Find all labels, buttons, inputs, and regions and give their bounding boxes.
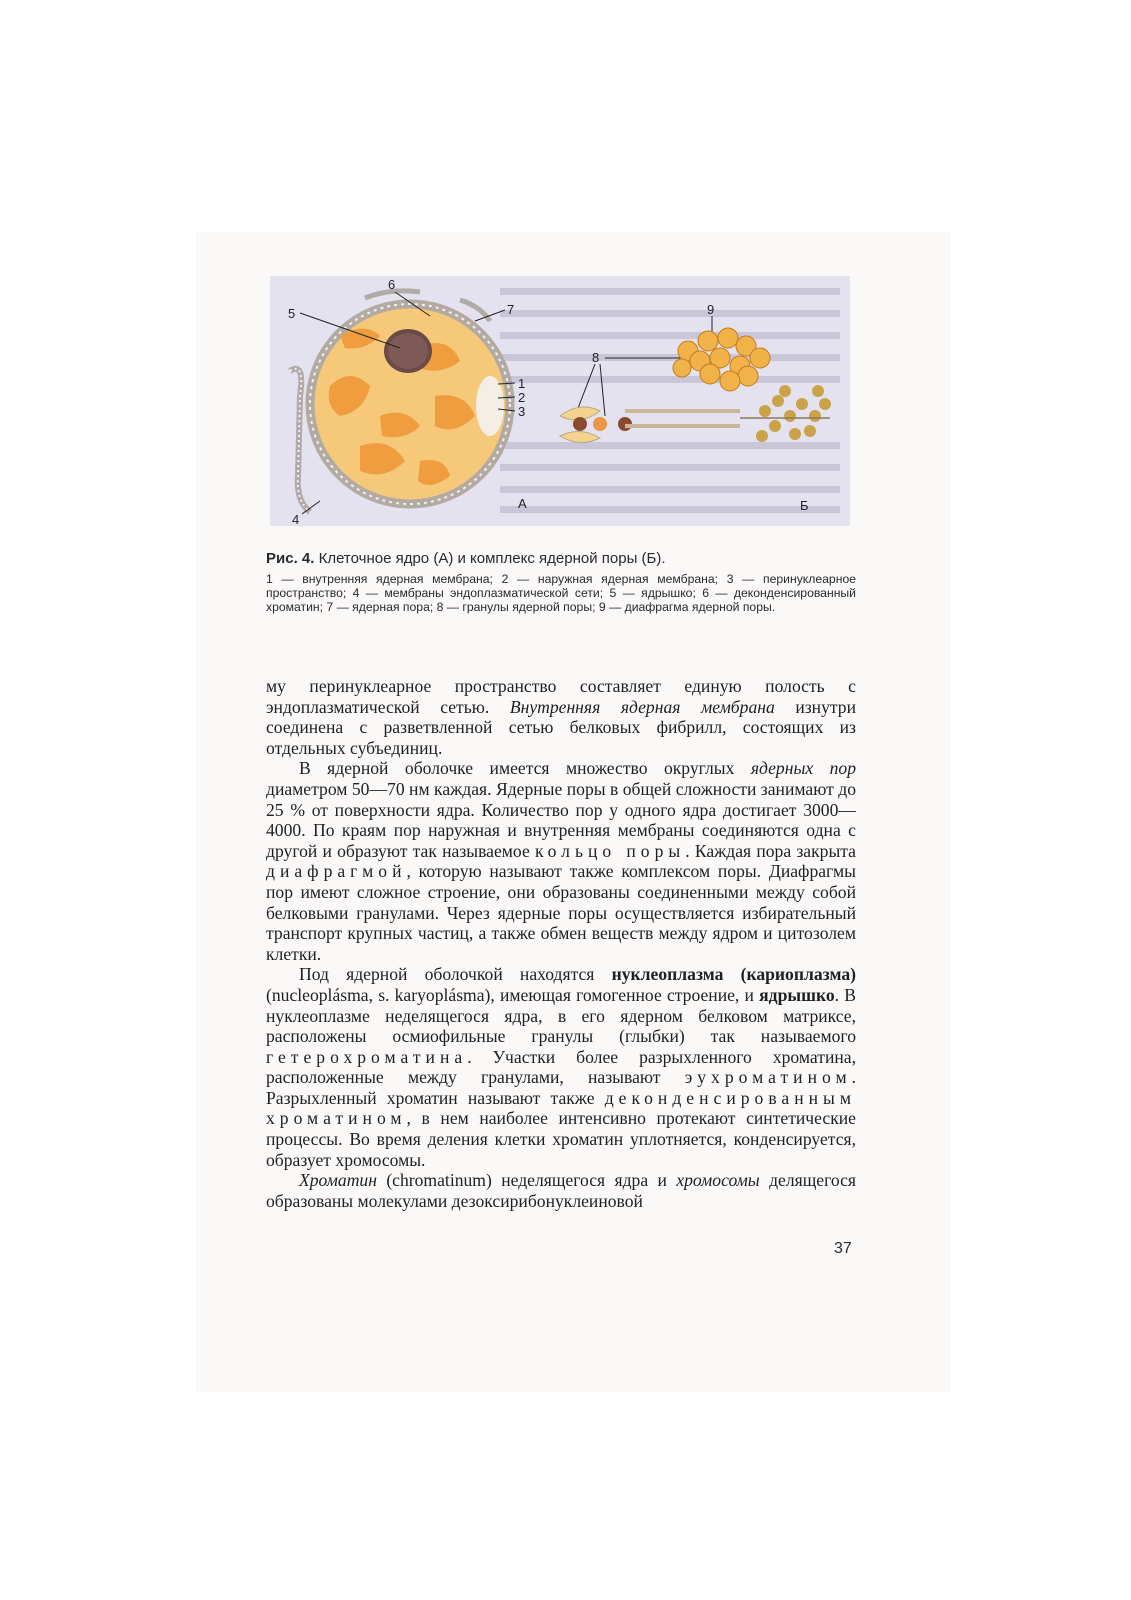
caption-number: Рис. 4. <box>266 550 315 567</box>
label-8: 8 <box>592 350 600 365</box>
label-panel-b: Б <box>800 498 809 513</box>
label-4: 4 <box>292 512 300 526</box>
label-5: 5 <box>288 306 296 321</box>
pore-region <box>476 376 504 436</box>
figure-nucleus-and-pore <box>270 276 850 526</box>
label-6: 6 <box>388 277 396 292</box>
label-3: 3 <box>518 404 526 419</box>
paragraph-1: му перинуклеарное пространство составляет единую полость с эндоплазматической сетью. Внутренняя ядерная мембрана изнутри соединена с разветвленной сетью белковых фибрилл, состоящих из отдельных субъединиц. <box>266 676 857 758</box>
label-2: 2 <box>518 390 526 405</box>
paragraph-3: Под ядерной оболочкой находятся нуклеоплазма (кариоплазма) (nucleoplásma, s. karyoplásma), имеющая гомогенное строение, и ядрышко. В нуклеоплазме неделящегося ядра, в его ядерном белковом матриксе, расположены осмиофильные гранулы (глыбки) так называемого гетерохроматина. Участки более разрыхленного хроматина, расположенные между гранулами, называют эухроматином. Разрыхленный хроматин называют также деконденсированным хроматином, в нем наиболее интенсивно протекают синтетические процессы. Во время деления клетки хроматин уплотняется, конденсируется, образует хромосомы. <box>266 964 856 1170</box>
paragraph-4: Хроматин (chromatinum) неделящегося ядра и хромосомы делящегося образованы молекулами дезоксирибонуклеиновой <box>266 1170 856 1211</box>
caption-title-text: Клеточное ядро (А) и комплекс ядерной поры (Б). <box>318 550 666 567</box>
page-number: 37 <box>834 1240 852 1257</box>
paragraph-2: В ядерной оболочке имеется множество округлых ядерных пор диаметром 50—70 нм каждая. Ядерные поры в общей сложности занимают до 25 % от поверхности ядра. Количество пор у одного ядра достигает 3000—4000. По краям пор наружная и внутренняя мембраны соединяются одна с другой и образуют так называемое кольцо поры. Каждая пора закрыта диафрагмой, которую называют также комплексом поры. Диафрагмы пор имеют сложное строение, они образованы соединенными между собой белковыми гранулами. Через ядерные поры осуществляется избирательный транспорт крупных частиц, а также обмен веществ между ядром и цитозолем клетки. <box>266 758 857 964</box>
background-text-lines <box>500 288 840 513</box>
label-panel-a: А <box>518 496 527 511</box>
figure-caption <box>266 550 856 614</box>
caption-legend: 1 — внутренняя ядерная мембрана; 2 — наружная ядерная мембрана; 3 — перинуклеарное пространство; 4 — мембраны эндоплазматической сети; 5 — ядрышко; 6 — деконденсированный хроматин; 7 — ядерная пора; 8 — гранулы ядерной поры; 9 — диафрагма ядерной поры. <box>266 572 856 614</box>
caption-title <box>266 550 856 567</box>
label-1: 1 <box>518 376 526 391</box>
label-9: 9 <box>707 302 715 317</box>
body-text <box>266 676 856 1211</box>
pore-cross-section <box>560 407 740 443</box>
figure-illustration <box>270 276 850 526</box>
label-7: 7 <box>507 302 515 317</box>
pore-fibrils <box>756 385 831 442</box>
